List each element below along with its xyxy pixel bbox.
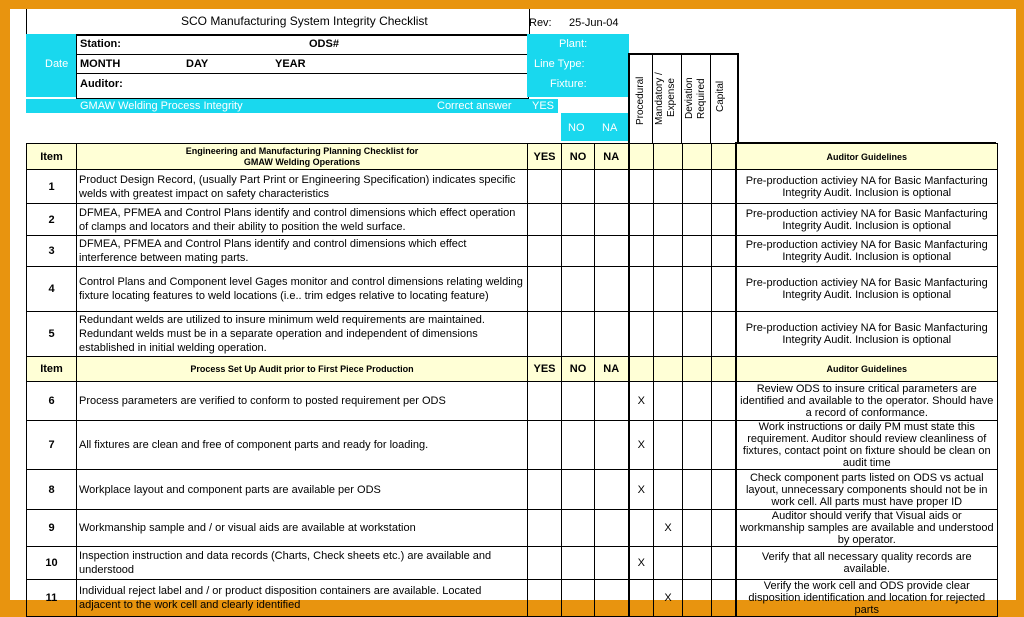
category-header-cell — [654, 144, 683, 170]
mandatory-expense-cell[interactable]: X — [654, 580, 683, 617]
table-row — [27, 580, 998, 617]
auditor-guideline: Verify that all necessary quality records are available. — [736, 547, 998, 580]
auditor-guideline: Auditor should verify that Visual aids or workmanship samples are available and understood by operator. — [736, 510, 998, 547]
vheader-capital: Capital — [715, 80, 726, 112]
vheader-procedural: Procedural — [635, 76, 646, 125]
capital-cell[interactable] — [712, 267, 736, 312]
deviation-required-cell[interactable] — [683, 547, 712, 580]
capital-cell[interactable] — [712, 204, 736, 236]
na-cell[interactable] — [595, 236, 629, 267]
table-row — [27, 470, 998, 510]
ods-label: ODS# — [309, 38, 339, 50]
procedural-cell[interactable]: X — [629, 421, 654, 470]
auditor-guideline: Pre-production activiey NA for Basic Manfacturing Integrity Audit. Inclusion is optional — [736, 170, 998, 204]
field-divider-1 — [76, 54, 527, 55]
item-description: Inspection instruction and data records (Charts, Check sheets etc.) are available and understood — [77, 547, 528, 580]
item-description: Product Design Record, (usually Part Print or Engineering Specification) indicates specific welds with greatest impact on safety characteristics — [77, 170, 528, 204]
deviation-required-cell[interactable] — [683, 510, 712, 547]
deviation-required-cell[interactable] — [683, 267, 712, 312]
item-number: 3 — [27, 236, 77, 267]
category-header-cell — [712, 144, 736, 170]
no-cell[interactable] — [562, 421, 595, 470]
day-label: DAY — [186, 58, 209, 70]
na-cell[interactable] — [595, 267, 629, 312]
auditor-guideline: Pre-production activiey NA for Basic Manfacturing Integrity Audit. Inclusion is optional — [736, 204, 998, 236]
section-header-row — [27, 357, 998, 382]
category-header-cell — [629, 144, 654, 170]
item-description: Individual reject label and / or product disposition containers are available. Located adjacent to the work cell and clearly identified — [77, 580, 528, 617]
mandatory-expense-cell[interactable] — [654, 267, 683, 312]
deviation-required-cell[interactable] — [683, 312, 712, 357]
item-description: Control Plans and Component level Gages monitor and control dimensions relating welding fixture locating features to weld locations (i.e.. trim edges relative to locating feature) — [77, 267, 528, 312]
na-cell[interactable] — [595, 312, 629, 357]
mandatory-expense-cell[interactable] — [654, 204, 683, 236]
item-number: 9 — [27, 510, 77, 547]
auditor-guidelines-header: Auditor Guidelines — [736, 144, 998, 170]
correct-answer-label: Correct answer — [437, 100, 512, 112]
na-cell[interactable] — [595, 580, 629, 617]
year-label: YEAR — [275, 58, 306, 70]
auditor-guidelines-header: Auditor Guidelines — [736, 357, 998, 382]
yes-header: YES — [528, 144, 562, 170]
deviation-required-cell[interactable] — [683, 470, 712, 510]
fixture-label: Fixture: — [550, 78, 587, 90]
na-cell[interactable] — [595, 170, 629, 204]
no-label: NO — [568, 122, 585, 134]
capital-cell[interactable] — [712, 236, 736, 267]
na-label: NA — [602, 122, 618, 134]
item-number: 2 — [27, 204, 77, 236]
station-label: Station: — [80, 38, 121, 50]
auditor-guideline: Work instructions or daily PM must state this requirement. Auditor should review cleanliness of fixtures, contact point on fixture should be clean on audit time — [736, 421, 998, 470]
procedural-cell[interactable]: X — [629, 547, 654, 580]
no-cell[interactable] — [562, 170, 595, 204]
vh-divider-2 — [681, 55, 682, 143]
mandatory-expense-cell[interactable] — [654, 470, 683, 510]
mandatory-expense-cell[interactable] — [654, 236, 683, 267]
no-header: NO — [562, 144, 595, 170]
field-divider-2 — [76, 73, 527, 74]
line-type-label: Line Type: — [534, 58, 585, 70]
no-header: NO — [562, 357, 595, 382]
procedural-cell[interactable] — [629, 236, 654, 267]
deviation-required-cell[interactable] — [683, 204, 712, 236]
auditor-label: Auditor: — [80, 78, 123, 90]
table-row — [27, 170, 998, 204]
mandatory-expense-cell[interactable] — [654, 312, 683, 357]
procedural-cell[interactable] — [629, 170, 654, 204]
yes-cell[interactable] — [528, 382, 562, 421]
date-label: Date — [45, 58, 69, 70]
mandatory-expense-cell[interactable] — [654, 547, 683, 580]
section-title-line1: Engineering and Manufacturing Planning Checklist for — [185, 145, 419, 156]
item-description: Process parameters are verified to conform to posted requirement per ODS — [77, 382, 528, 421]
vh-divider-1 — [652, 55, 653, 143]
item-description: DFMEA, PFMEA and Control Plans identify and control dimensions which effect operation of clamps and locators and their ability to position the weld surface. — [77, 204, 528, 236]
auditor-guideline: Verify the work cell and ODS provide clear disposition identification and location for rejected parts — [736, 580, 998, 617]
item-header: Item — [27, 144, 77, 170]
na-header: NA — [595, 144, 629, 170]
procedural-cell[interactable]: X — [629, 470, 654, 510]
checklist-sheet — [10, 9, 1016, 616]
item-number: 6 — [27, 382, 77, 421]
month-label: MONTH — [80, 58, 121, 70]
table-row — [27, 510, 998, 547]
table-row — [27, 421, 998, 470]
item-number: 4 — [27, 267, 77, 312]
no-cell[interactable] — [562, 470, 595, 510]
yes-cell[interactable] — [528, 267, 562, 312]
mandatory-expense-cell[interactable]: X — [654, 510, 683, 547]
yes-cell[interactable] — [528, 312, 562, 357]
auditor-guideline: Pre-production activiey NA for Basic Manfacturing Integrity Audit. Inclusion is optional — [736, 267, 998, 312]
na-cell[interactable] — [595, 204, 629, 236]
no-cell[interactable] — [562, 312, 595, 357]
item-number: 7 — [27, 421, 77, 470]
vheader-deviation-line1: Deviation — [684, 77, 695, 119]
capital-cell[interactable] — [712, 312, 736, 357]
section-title-line2: GMAW Welding Operations — [243, 156, 361, 167]
deviation-required-cell[interactable] — [683, 236, 712, 267]
deviation-required-cell[interactable] — [683, 382, 712, 421]
deviation-required-cell[interactable] — [683, 421, 712, 470]
procedural-cell[interactable]: X — [629, 382, 654, 421]
category-header-cell — [712, 357, 736, 382]
auditor-guideline: Pre-production activiey NA for Basic Manfacturing Integrity Audit. Inclusion is optional — [736, 312, 998, 357]
yes-cell[interactable] — [528, 510, 562, 547]
yes-header: YES — [528, 357, 562, 382]
rev-date: 25-Jun-04 — [569, 17, 619, 29]
no-cell[interactable] — [562, 382, 595, 421]
rev-label: Rev: — [529, 17, 552, 29]
vheader-deviation-line2: Required — [696, 78, 707, 119]
na-cell[interactable] — [595, 510, 629, 547]
deviation-required-cell[interactable] — [683, 170, 712, 204]
mandatory-expense-cell[interactable] — [654, 382, 683, 421]
table-row — [27, 236, 998, 267]
no-cell[interactable] — [562, 267, 595, 312]
category-header-cell — [683, 144, 712, 170]
item-description: Workmanship sample and / or visual aids are available at workstation — [77, 510, 528, 547]
page-title: SCO Manufacturing System Integrity Checklist — [181, 14, 428, 28]
capital-cell[interactable] — [712, 547, 736, 580]
yes-cell[interactable] — [528, 170, 562, 204]
capital-cell[interactable] — [712, 580, 736, 617]
table-row — [27, 204, 998, 236]
table-row — [27, 312, 998, 357]
section-title — [77, 144, 528, 170]
section-title-line1: Process Set Up Audit prior to First Piece Production — [190, 363, 414, 374]
no-cell[interactable] — [562, 204, 595, 236]
item-description: Redundant welds are utilized to insure minimum weld requirements are maintained. Redundant welds must be in a separate operation and independent of dimensions established in initial welding operation. — [77, 312, 528, 357]
capital-cell[interactable] — [712, 510, 736, 547]
procedural-cell[interactable] — [629, 510, 654, 547]
plant-label: Plant: — [559, 38, 588, 50]
table-row — [27, 547, 998, 580]
no-cell[interactable] — [562, 547, 595, 580]
procedural-cell[interactable] — [629, 267, 654, 312]
na-cell[interactable] — [595, 421, 629, 470]
correct-answer-value: YES — [532, 100, 555, 112]
mandatory-expense-cell[interactable] — [654, 170, 683, 204]
section-header-row — [27, 144, 998, 170]
na-cell[interactable] — [595, 470, 629, 510]
item-number: 8 — [27, 470, 77, 510]
no-cell[interactable] — [562, 236, 595, 267]
item-header: Item — [27, 357, 77, 382]
yes-cell[interactable] — [528, 547, 562, 580]
yes-cell[interactable] — [528, 580, 562, 617]
procedural-cell[interactable] — [629, 204, 654, 236]
item-description: DFMEA, PFMEA and Control Plans identify and control dimensions which effect interference between mating parts. — [77, 236, 528, 267]
table-row — [27, 267, 998, 312]
item-number: 10 — [27, 547, 77, 580]
procedural-cell[interactable] — [629, 580, 654, 617]
table-row — [27, 382, 998, 421]
item-number: 5 — [27, 312, 77, 357]
yes-cell[interactable] — [528, 236, 562, 267]
na-cell[interactable] — [595, 547, 629, 580]
mandatory-expense-cell[interactable] — [654, 421, 683, 470]
category-header-cell — [629, 357, 654, 382]
capital-cell[interactable] — [712, 421, 736, 470]
vheader-mandatory-line1: Mandatory / — [654, 72, 665, 125]
category-header-cell — [683, 357, 712, 382]
procedural-cell[interactable] — [629, 312, 654, 357]
na-cell[interactable] — [595, 382, 629, 421]
yes-cell[interactable] — [528, 470, 562, 510]
auditor-guideline: Review ODS to insure critical parameters are identified and available to the operator. Should have a record of conformance. — [736, 382, 998, 421]
no-cell[interactable] — [562, 580, 595, 617]
category-header-cell — [654, 357, 683, 382]
deviation-required-cell[interactable] — [683, 580, 712, 617]
no-cell[interactable] — [562, 510, 595, 547]
item-number: 1 — [27, 170, 77, 204]
item-description: Workplace layout and component parts are available per ODS — [77, 470, 528, 510]
auditor-guideline: Check component parts listed on ODS vs actual layout, unnecessary components should not be in work cell. All parts must have proper ID — [736, 470, 998, 510]
section-banner-label: GMAW Welding Process Integrity — [80, 100, 243, 112]
yes-cell[interactable] — [528, 204, 562, 236]
checklist-table — [26, 143, 998, 617]
vh-divider-3 — [710, 55, 711, 143]
auditor-guideline: Pre-production activiey NA for Basic Manfacturing Integrity Audit. Inclusion is optional — [736, 236, 998, 267]
capital-cell[interactable] — [712, 170, 736, 204]
item-number: 11 — [27, 580, 77, 617]
capital-cell[interactable] — [712, 382, 736, 421]
yes-cell[interactable] — [528, 421, 562, 470]
item-description: All fixtures are clean and free of component parts and ready for loading. — [77, 421, 528, 470]
vheader-mandatory-line2: Expense — [666, 78, 677, 117]
section-title — [77, 357, 528, 382]
na-header: NA — [595, 357, 629, 382]
capital-cell[interactable] — [712, 470, 736, 510]
